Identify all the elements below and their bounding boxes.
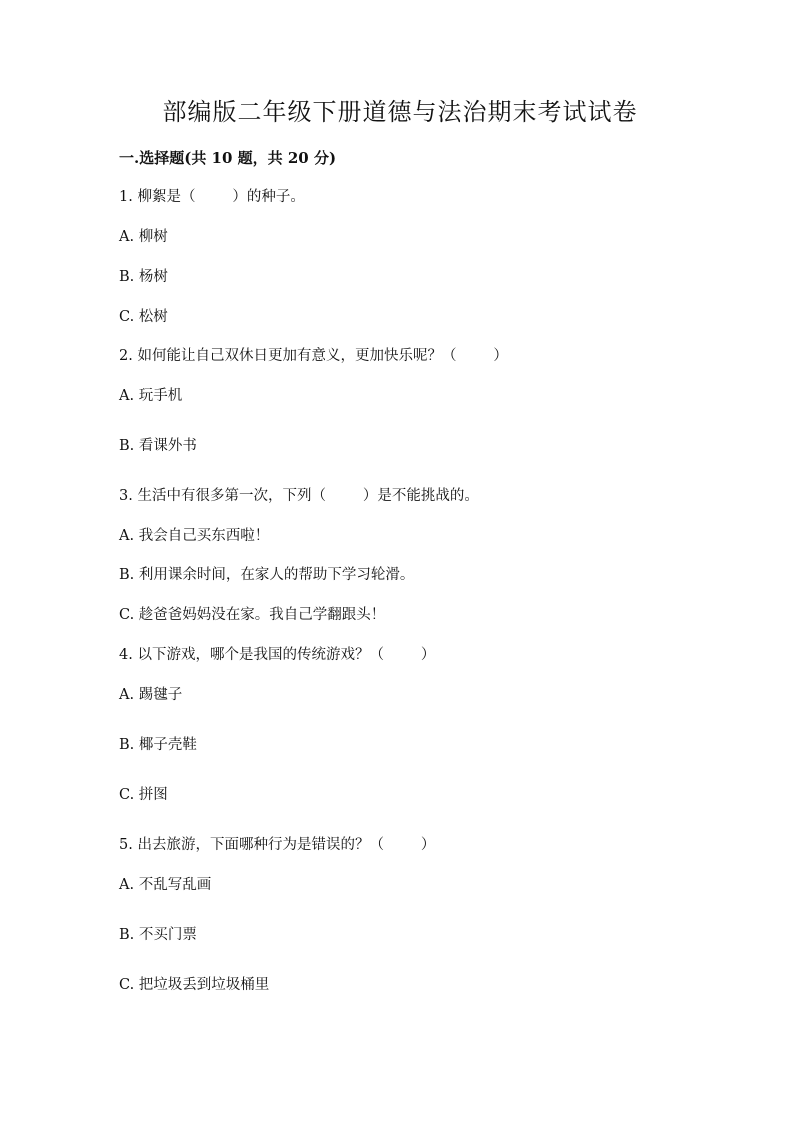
question-3-option-c: C. 趁爸爸妈妈没在家。我自己学翻跟头！ bbox=[119, 607, 386, 623]
question-5-option-a: A. 不乱写乱画 bbox=[119, 877, 212, 893]
question-5-option-c: C. 把垃圾丢到垃圾桶里 bbox=[119, 977, 270, 993]
question-1-option-a: A. 柳树 bbox=[119, 229, 168, 245]
question-3-option-b: B. 利用课余时间，在家人的帮助下学习轮滑。 bbox=[119, 567, 415, 583]
question-4-option-a: A. 踢毽子 bbox=[119, 687, 183, 703]
question-4-option-c: C. 拼图 bbox=[119, 787, 168, 803]
question-3-option-a: A. 我会自己买东西啦！ bbox=[119, 528, 270, 544]
question-5-stem: 5. 出去旅游，下面哪种行为是错误的？（ ） bbox=[119, 837, 436, 853]
question-1-option-c: C. 松树 bbox=[119, 309, 168, 325]
section-heading: 一.选择题(共 10 题，共 20 分) bbox=[119, 149, 337, 167]
question-2-stem: 2. 如何能让自己双休日更加有意义，更加快乐呢？（ ） bbox=[119, 348, 508, 364]
question-2-option-a: A. 玩手机 bbox=[119, 388, 183, 404]
question-2-option-b: B. 看课外书 bbox=[119, 438, 197, 454]
exam-title: 部编版二年级下册道德与法治期末考试试卷 bbox=[162, 98, 638, 126]
question-5-option-b: B. 不买门票 bbox=[119, 927, 197, 943]
question-1-stem: 1. 柳絮是（ ）的种子。 bbox=[119, 189, 305, 205]
question-4-stem: 4. 以下游戏，哪个是我国的传统游戏？（ ） bbox=[119, 647, 436, 663]
question-4-option-b: B. 椰子壳鞋 bbox=[119, 737, 197, 753]
question-1-option-b: B. 杨树 bbox=[119, 269, 168, 285]
question-3-stem: 3. 生活中有很多第一次，下列（ ）是不能挑战的。 bbox=[119, 488, 479, 504]
